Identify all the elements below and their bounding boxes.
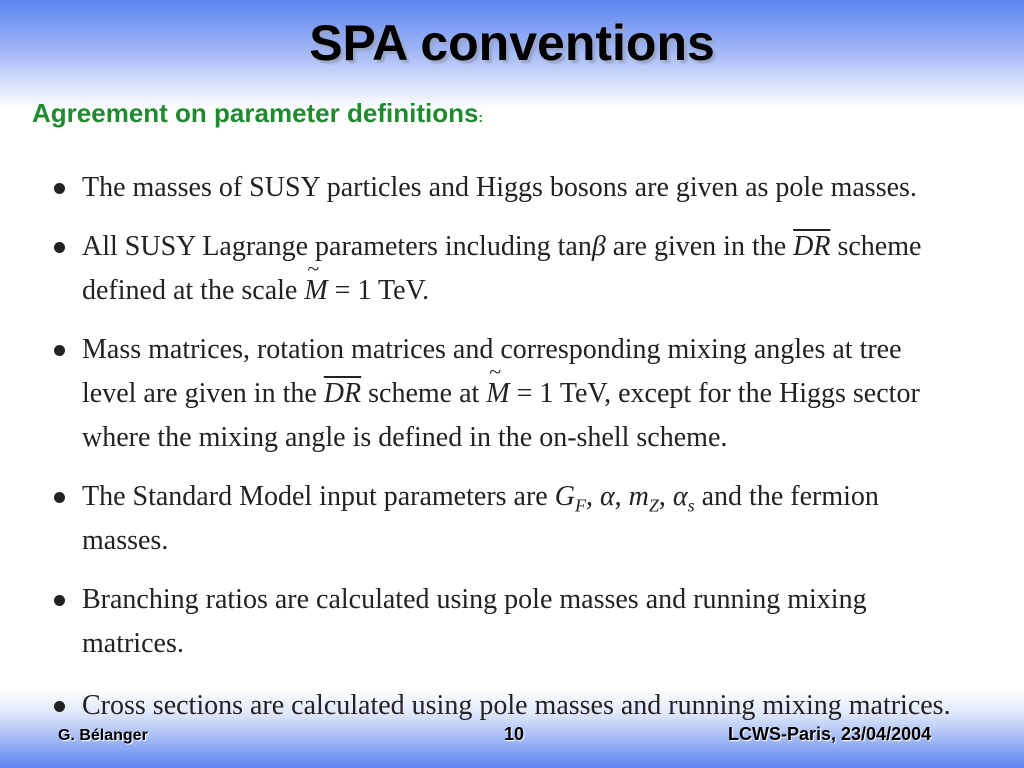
bullet-text: Mass matrices, rotation matrices and corresponding mixing angles at tree level are given in the	[82, 334, 902, 409]
bullet-dot-icon	[54, 492, 65, 503]
bullet-dot-icon	[54, 595, 65, 606]
bullet-dot-icon	[54, 345, 65, 356]
footer-page-number: 10	[503, 724, 525, 744]
bullet-text: = 1 TeV, except for the Higgs sector where the mixing angle is defined in the on-shell scheme.	[82, 378, 920, 453]
gf-symbol: G	[554, 481, 575, 512]
dr-bar-symbol: $\overline{DR}$	[323, 378, 362, 409]
bullet-text: The masses of SUSY particles and Higgs bosons are given as pole masses.	[82, 172, 917, 203]
mz-symbol: m	[628, 481, 649, 512]
alpha-symbol: α	[599, 481, 615, 512]
mz-subscript: Z	[648, 495, 659, 516]
bullet-text: = 1 TeV.	[327, 275, 430, 306]
bullet-item-mass-matrices	[52, 328, 952, 460]
alphas-subscript: s	[687, 495, 695, 516]
gf-subscript: F	[574, 495, 586, 516]
bullet-text: and the fermion masses.	[82, 481, 879, 556]
bullet-dot-icon	[54, 242, 65, 253]
slide-subtitle	[32, 98, 483, 129]
m-tilde-symbol: ~ M	[486, 372, 509, 416]
slide-title: SPA conventions	[309, 15, 715, 71]
beta-symbol: β	[591, 231, 606, 262]
bullet-item-branching-ratios	[52, 578, 952, 666]
bullet-item-lagrange-parameters	[52, 225, 952, 313]
footer-event: LCWS-Paris, 23/04/2004	[728, 724, 932, 744]
bullet-text: scheme defined at the scale	[82, 231, 922, 306]
m-tilde-symbol: ~ M	[304, 269, 327, 313]
bullet-text: are given in the	[605, 231, 794, 262]
bullet-list	[52, 166, 952, 743]
bullet-text: The Standard Model input parameters are	[82, 481, 555, 512]
bullet-dot-icon	[54, 183, 65, 194]
alphas-symbol: α	[672, 481, 688, 512]
subtitle-text: Agreement on parameter definitions	[32, 98, 479, 128]
bullet-item-standard-model-inputs	[52, 475, 952, 563]
dr-bar-symbol: $\overline{DR}$	[793, 231, 831, 262]
bullet-text: Branching ratios are calculated using pole masses and running mixing matrices.	[82, 584, 867, 659]
footer-author: G. Bélanger	[58, 727, 148, 744]
bullet-text: scheme at	[361, 378, 487, 409]
separator: ,	[585, 481, 600, 512]
separator: ,	[658, 481, 673, 512]
separator: ,	[614, 481, 629, 512]
bullet-text: All SUSY Lagrange parameters including tan	[82, 231, 592, 262]
bullet-dot-icon	[54, 701, 65, 712]
subtitle-colon: :	[478, 109, 484, 125]
bullet-text: Cross sections are calculated using pole masses and running mixing matrices.	[82, 690, 951, 721]
bullet-item-cross-sections	[52, 684, 952, 728]
bullet-item-pole-masses	[52, 166, 952, 210]
